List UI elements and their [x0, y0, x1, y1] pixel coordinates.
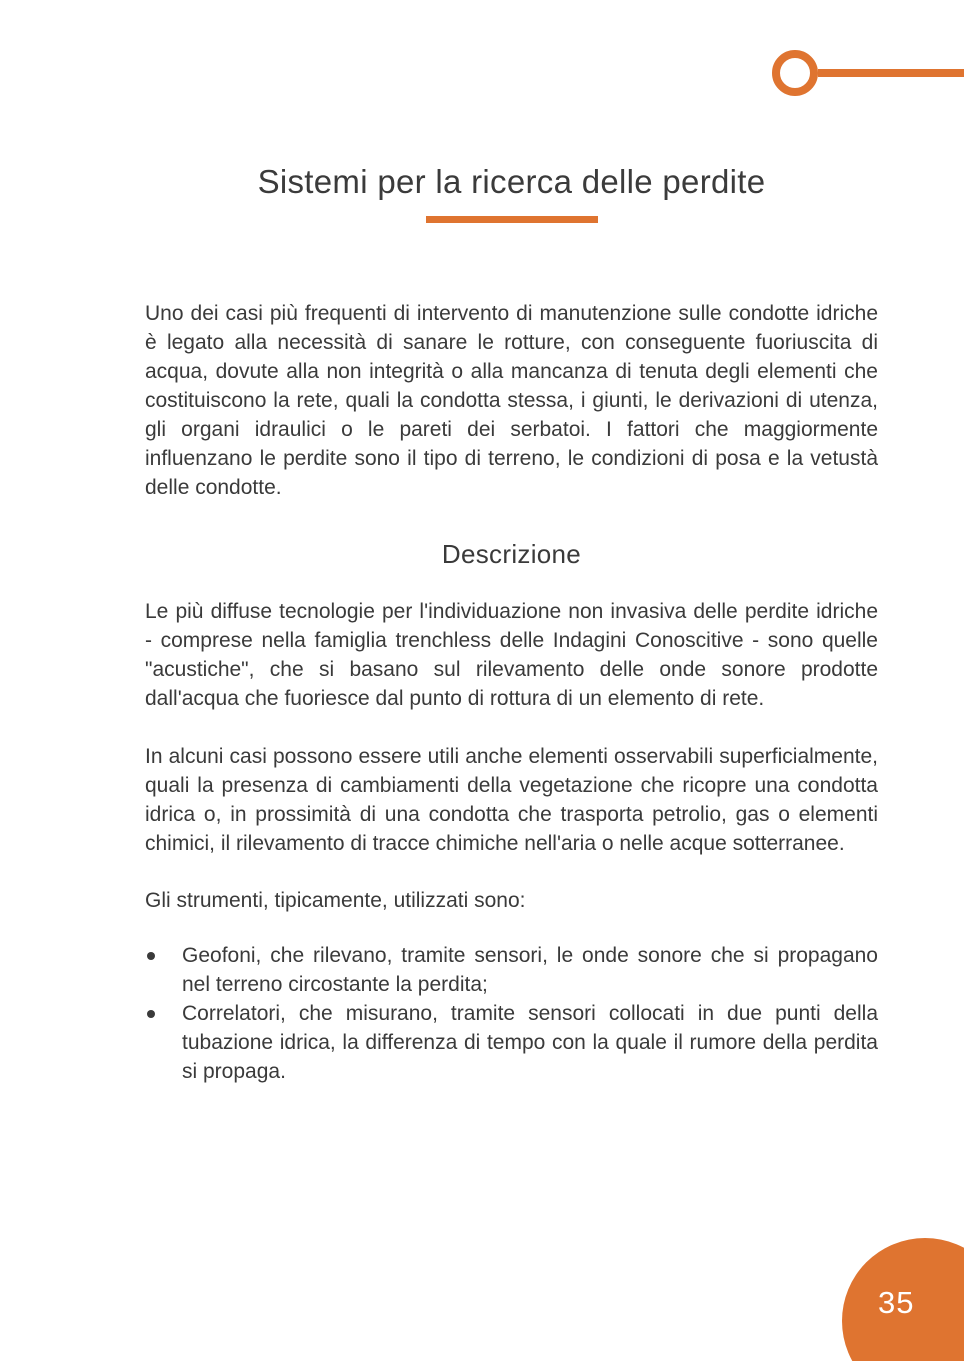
intro-paragraph: Uno dei casi più frequenti di intervento di manutenzione sulle condotte idriche è legato alla necessità di sanare le rotture, con conseguente fuoriuscita di acqua, dovute alla non integrità o alla mancanza di tenuta degli elementi che costituiscono la rete, quali la condotta stessa, i giunti, le derivazioni di utenza, gli organi idraulici o le pareti dei serbatoi. I fattori che maggiormente influenzano le perdite sono il tipo di terreno, le condizioni di posa e la vetustà delle condotte. — [145, 302, 878, 499]
description-paragraph-1: Le più diffuse tecnologie per l'individuazione non invasiva delle perdite idriche - comprese nella famiglia trenchless delle Indagini Conoscitive - sono quelle "acustiche", che si basano sul rilevamento delle onde sonore prodotte dall'acqua che fuoriesce dal punto di rottura di un elemento di rete. — [145, 600, 878, 710]
bullet-dot-icon — [147, 1010, 155, 1018]
bullet-item-correlatori: Correlatori, che misurano, tramite sensori collocati in due punti della tubazione idrica, la differenza di tempo con la quale il rumore della perdita si propaga. — [182, 1002, 878, 1083]
tools-intro-paragraph: Gli strumenti, tipicamente, utilizzati sono: — [145, 889, 526, 912]
text-column — [145, 0, 878, 1086]
tools-bullet-list — [145, 941, 878, 1086]
bullet-item-geofoni: Geofoni, che rilevano, tramite sensori, le onde sonore che si propagano nel terreno circostante la perdita; — [182, 944, 878, 996]
title-underline — [426, 216, 598, 223]
section-heading-descrizione: Descrizione — [441, 539, 582, 569]
list-item — [145, 999, 878, 1086]
page-title: Sistemi per la ricerca delle perdite — [257, 163, 766, 200]
list-item — [145, 941, 878, 999]
description-paragraph-2: In alcuni casi possono essere utili anche elementi osservabili superficialmente, quali la presenza di cambiamenti della vegetazione che ricopre una condotta idrica o, in prossimità di una condotta che trasporta petrolio, gas o elementi chimici, il rilevamento di tracce chimiche nell'aria o nelle acque sotterranee. — [145, 745, 878, 855]
page-number-badge — [842, 1238, 964, 1361]
page-number: 35 — [878, 1285, 915, 1320]
bullet-dot-icon — [147, 952, 155, 960]
